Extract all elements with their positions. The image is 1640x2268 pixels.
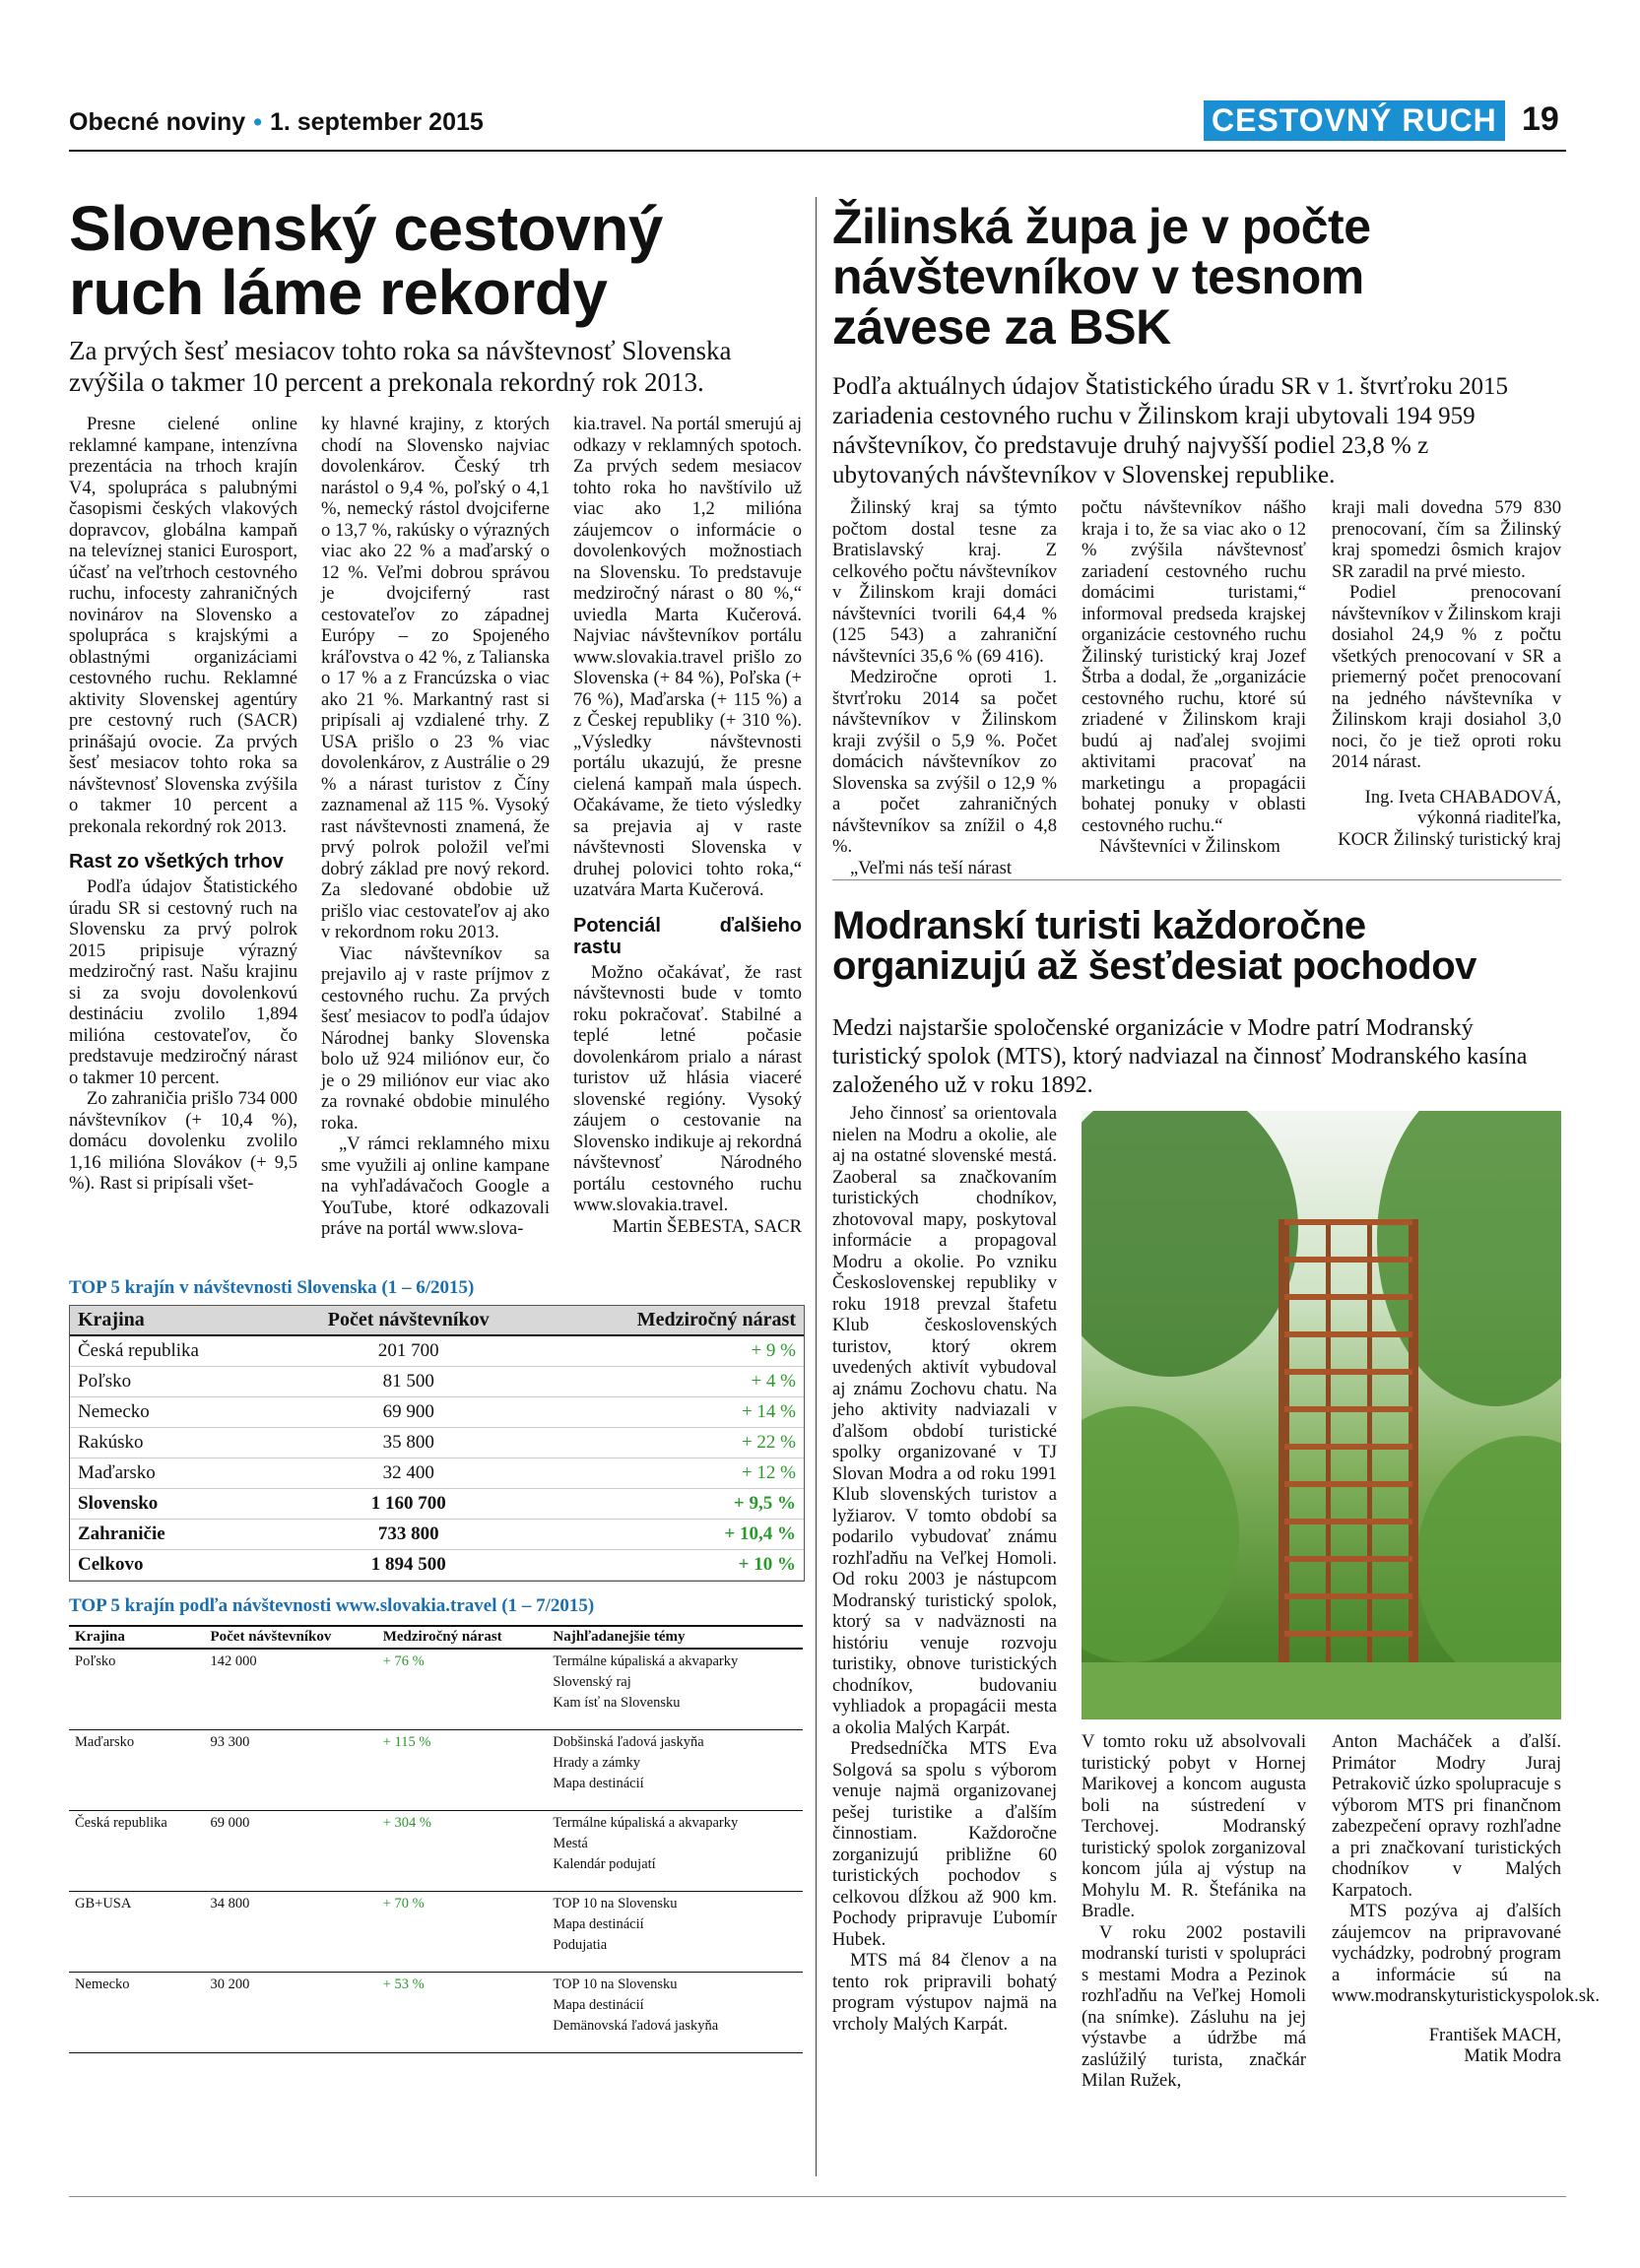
paragraph: Žilinský kraj sa týmto počtom dostal tesne za Bratislavský kraj. Z celkového počtu návštevníkov v Žilinskom kraji domáci návštevníci tvorili 64,4 % (125 543) a zahraniční návštevníci 35,6 % (69 416). — [832, 497, 1057, 667]
topic-item: Termálne kúpaliská a akvaparky — [553, 1653, 739, 1669]
article3-column-3 — [1332, 1731, 1601, 2067]
author-organization: Matik Modra — [1464, 2045, 1561, 2066]
table-cell: 69 900 — [276, 1397, 542, 1428]
paragraph: Podiel prenocovaní návštevníkov v Žilinskom kraji dosiahol 24,9 % z počtu všetkých prenocovaní v SR a priemerný počet prenocovaní na jedného návštevníka v Žilinskom kraji dosiahol 3,0 noci, čo je tiež oproti roku 2014 nárast. — [1332, 582, 1561, 772]
table-cell: Zahraničie — [70, 1520, 276, 1550]
article1-column-2 — [321, 414, 550, 1240]
paragraph: Viac návštevníkov sa prejavilo aj v raste príjmov z cestovného ruchu. Za prvých šesť mesiacov to podľa údajov Národnej banky Slovenska bolo už 924 miliónov eur, čo je o 29 miliónov eur viac ako za rovnaké obdobie minulého roka. — [321, 942, 550, 1134]
article1-lead: Za prvých šesť mesiacov tohto roka sa návštevnosť Slovenska zvýšila o takmer 10 percent a prekonala rekordný rok 2013. — [69, 336, 732, 398]
paragraph: ky hlavné krajiny, z ktorých chodí na Slovensko najviac dovolenkárov. Český trh narástol o 9,4 %, poľský o 4,1 %, nemecký rástol dvojciferne o 13,7 %, rakúsky o výrazných viac ako 22 % a maďarský o 12 %. Veľmi dobrou správou je dvojciferný rast cestovateľov zo západnej Európy – zo Spojeného kráľovstva o 42 %, z Talianska o 17 % a z Francúzska o viac ako 21 %. Markantný rast si pripísali aj vzdialené trhy. Z USA prišlo o 23 % viac dovolenkárov, z Austrálie o 29 % a nárast turistov z Číny zaznamenal až 115 %. Vysoký rast návštevnosti znamená, že prvý polrok položil veľmi dobrý základ pre nový rekord. Za sledované obdobie už prišlo viac cestovateľov aj ako v rekordnom roku 2013. — [321, 414, 550, 942]
topic-item: Hrady a zámky — [553, 1755, 640, 1771]
table-cell: + 115 % — [377, 1730, 548, 1811]
table-cell: Nemecko — [69, 1973, 204, 2053]
table-cell: + 9,5 % — [542, 1489, 804, 1520]
article1-column-1 — [69, 414, 297, 1195]
header-rule — [69, 150, 1566, 152]
paragraph: počtu návštevníkov nášho kraja i to, že sa viac ako o 12 % zvýšila návštevnosť zariadení cestovného ruchu domácimi turistami,“ informoval predseda krajskej organizácie cestovného ruchu Žilinský turistický kraj Jozef Štrba a dodal, že „organizácie cestovného ruchu, ktoré sú zriadené v Žilinskom kraji budú aj naďalej svojimi aktivitami pracovať na marketingu a propagácii bohatej ponuky v oblasti cestovného ruchu.“ — [1082, 497, 1306, 836]
table2-title: TOP 5 krajín podľa návštevnosti www.slovakia.travel (1 – 7/2015) — [69, 1595, 595, 1616]
section-badge: CESTOVNÝ RUCH — [1204, 100, 1505, 141]
paragraph: kraji mali dovedna 579 830 prenocovaní, čím sa Žilinský kraj spomedzi ôsmich krajov SR zaradil na prvé miesto. — [1332, 497, 1561, 582]
wooden-tower — [1279, 1219, 1418, 1682]
table-cell: 30 200 — [204, 1973, 376, 2053]
subheading: Potenciál ďalšieho rastu — [573, 914, 802, 958]
headline-line: Modranskí turisti každoročne — [832, 904, 1366, 947]
paragraph: Anton Macháček a ďalší. Primátor Modry Juraj Petrakovič úzko spolupracuje s výborom MTS pri finančnom zabezpečení opravy rozhľadne a pri značkovaní turistických chodníkov v Malých Karpatoch. — [1332, 1731, 1561, 1901]
table-cell: Maďarsko — [70, 1458, 276, 1489]
table-row — [69, 1811, 803, 1892]
topic-item: Mapa destinácií — [553, 1776, 644, 1791]
table-cell: + 12 % — [542, 1458, 804, 1489]
table-row — [70, 1520, 804, 1550]
paragraph: Podľa údajov Štatistického úradu SR si cestovný ruch na Slovensku za prvý polrok 2015 pripisuje výrazný medziročný rast. Našu krajinu si za svoju dovolenkovú destináciu zvolilo 1,894 milióna cestovateľov, čo predstavuje medziročný nárast o takmer 10 percent. — [69, 876, 297, 1088]
masthead — [69, 108, 484, 137]
table-cell-topics — [547, 1649, 803, 1730]
article2-column-3 — [1332, 497, 1561, 850]
table-row — [69, 1892, 803, 1973]
paragraph: MTS pozýva aj ďalších záujemcov na pripravované vychádzky, podrobný program a informácie sú na www.modranskyturistickyspolok.sk. — [1332, 1901, 1601, 2006]
paragraph: Návštevníci v Žilinskom — [1099, 836, 1280, 857]
table-cell: Maďarsko — [69, 1730, 204, 1811]
table-row — [70, 1367, 804, 1397]
headline-line: závese za BSK — [832, 299, 1171, 355]
table-header: Počet návštevníkov — [276, 1306, 542, 1335]
topic-item: Demänovská ľadová jaskyňa — [553, 2018, 719, 2034]
article2-column-2 — [1082, 497, 1306, 858]
table-cell: Česká republika — [69, 1811, 204, 1892]
article2-column-1 — [832, 497, 1057, 878]
article3-column-1 — [832, 1103, 1057, 2035]
table-cell: + 22 % — [542, 1428, 804, 1458]
table-cell: 35 800 — [276, 1428, 542, 1458]
table-cell: + 14 % — [542, 1397, 804, 1428]
footer-rule — [69, 2196, 1566, 2197]
paper-name: Obecné noviny — [69, 108, 246, 136]
table-cell: 142 000 — [204, 1649, 376, 1730]
article1-column-3 — [573, 414, 802, 1237]
table-row — [70, 1428, 804, 1458]
table-cell: Poľsko — [69, 1649, 204, 1730]
table-cell-topics — [547, 1730, 803, 1811]
table-cell: Česká republika — [70, 1335, 276, 1367]
table1 — [69, 1305, 805, 1582]
topic-item: Dobšinská ľadová jaskyňa — [553, 1734, 704, 1750]
paragraph: Možno očakávať, že rast návštevnosti bude v tomto roku pokračovať. Stabilné a teplé letné počasie dovolenkárom prialo a nárast turistov už hlásia viaceré slovenské regióny. Vysoký záujem o cestovanie na Slovensko indikuje aj rekordná návštevnosť Národného portálu cestovného ruchu www.slovakia.travel. — [573, 961, 802, 1215]
table-cell: 81 500 — [276, 1367, 542, 1397]
table-cell: + 53 % — [377, 1973, 548, 2053]
table-cell: Rakúsko — [70, 1428, 276, 1458]
table-cell: 93 300 — [204, 1730, 376, 1811]
table1-title: TOP 5 krajín v návštevnosti Slovenska (1 – 6/2015) — [69, 1277, 475, 1298]
author-signature: Martin ŠEBESTA, SACR — [612, 1215, 802, 1237]
article-divider — [832, 879, 1561, 880]
table-cell-topics — [547, 1811, 803, 1892]
paragraph: „Veľmi nás teší nárast — [850, 857, 1013, 878]
grass — [1082, 1662, 1561, 1719]
table-cell: 1 160 700 — [276, 1489, 542, 1520]
table-cell: 733 800 — [276, 1520, 542, 1550]
table-cell: + 10,4 % — [542, 1520, 804, 1550]
topic-item: Mapa destinácií — [553, 1916, 644, 1932]
paragraph: V tomto roku už absolvovali turistický pobyt v Hornej Marikovej a koncom augusta boli na sústredení v Terchovej. Modranský turistický spolok zorganizoval koncom júla aj výstup na Mohylu M. R. Štefánika na Bradle. — [1082, 1731, 1306, 1921]
tree-foliage — [1082, 1406, 1239, 1662]
table-cell: 201 700 — [276, 1335, 542, 1367]
topic-item: Mapa destinácií — [553, 1997, 644, 2013]
table-cell: + 10 % — [542, 1550, 804, 1581]
table-cell: Slovensko — [70, 1489, 276, 1520]
topic-item: Kalendár podujatí — [553, 1856, 656, 1872]
table-cell: Poľsko — [70, 1367, 276, 1397]
table-header: Medziročný nárast — [542, 1306, 804, 1335]
table-cell: Nemecko — [70, 1397, 276, 1428]
paragraph: „V rámci reklamného mixu sme využili aj online kampane na vyhľadávačoch Google a YouTube, ktoré odkazovali práve na portál www.slova- — [321, 1134, 550, 1239]
article2-lead: Podľa aktuálnych údajov Štatistického úradu SR v 1. štvrťroku 2015 zariadenia cestovného ruchu v Žilinskom kraji ubytovali 194 959 návštevníkov, čo predstavuje druhý najvyšší podiel 23,8 % z ubytovaných návštevníkov v Slovenskej republike. — [832, 373, 1509, 488]
table-cell: 34 800 — [204, 1892, 376, 1973]
table-cell: + 4 % — [542, 1367, 804, 1397]
headline-line: organizujú až šesťdesiat pochodov — [832, 943, 1476, 988]
topic-item: Termálne kúpaliská a akvaparky — [553, 1815, 739, 1831]
table-row — [69, 1730, 803, 1811]
article3-column-2 — [1082, 1731, 1306, 2092]
table-header: Medziročný nárast — [377, 1626, 548, 1649]
table-row — [70, 1335, 804, 1367]
lookout-tower-photo — [1082, 1111, 1561, 1719]
table-cell: + 70 % — [377, 1892, 548, 1973]
headline-line: ruch láme rekordy — [69, 257, 608, 329]
table-cell: + 304 % — [377, 1811, 548, 1892]
paragraph: MTS má 84 členov a na tento rok pripravili bohatý program výstupov najmä na vrcholy Malých Karpát. — [832, 1950, 1057, 2035]
table2 — [69, 1625, 803, 2053]
paragraph: kia.travel. Na portál smerujú aj odkazy v reklamných spotoch. Za prvých sedem mesiacov tohto roka ho navštívilo už viac ako 1,2 milióna záujemcov o informácie o dovolenkových možnostiach na Slovensku. To predstavuje medziročný nárast o 80 %,“ uviedla Marta Kučerová. Najviac návštevníkov portálu www.slovakia.travel prišlo zo Slovenska (+ 84 %), Poľska (+ 76 %), Maďarska (+ 115 %) a z Českej republiky (+ 310 %). „Výsledky návštevnosti portálu ukazujú, že presne cielená kampaň mala úspech. Očakávame, že tieto výsledky sa prejavia aj v raste návštevnosti Slovenska v druhej polovici tohto roka,“ uzatvára Marta Kučerová. — [573, 414, 802, 900]
table-row — [70, 1458, 804, 1489]
issue-date: 1. september 2015 — [269, 108, 484, 136]
table-row — [70, 1489, 804, 1520]
table-header: Najhľadanejšie témy — [547, 1626, 803, 1649]
page-number: 19 — [1522, 100, 1559, 138]
table-row — [70, 1550, 804, 1581]
table-cell: Celkovo — [70, 1550, 276, 1581]
table-cell: 32 400 — [276, 1458, 542, 1489]
article2-headline — [832, 199, 1371, 355]
article3-headline — [832, 906, 1476, 987]
separator-dot: • — [253, 108, 262, 136]
author-signature: Ing. Iveta CHABADOVÁ, — [1364, 786, 1561, 808]
paragraph: Jeho činnosť sa orientovala nielen na Modru a okolie, ale aj na ostatné slovenské mestá. Zaoberal sa značkovaním turistických chodníkov, zhotovoval mapy, poskytoval informácie a propagoval Modru a okolie. Po vzniku Československej republiky v roku 1918 prevzal štafetu Klub československých turistov, ktorý okrem uvedených aktivít vybudoval aj známu Zochovu chatu. Na jeho aktivity nadviazali v ďalšom období turistické spolky organizované v TJ Slovan Modra a od roku 1991 Klub slovenských turistov a lyžiarov. V tomto období sa podarilo vybudovať známu rozhľadňu na Veľkej Homoli. Od roku 2003 je nástupcom Modranský turistický spolok, ktorý sa v nadväznosti na históriu venuje rozvoju turistiky, obnove turistických chodníkov, budovaniu vyhliadok a propagácii mesta a okolia Malých Karpát. — [832, 1103, 1057, 1738]
author-organization: KOCR Žilinský turistický kraj — [1338, 828, 1561, 850]
headline-line: Žilinská župa je v počte — [832, 199, 1371, 254]
article3-lead: Medzi najstaršie spoločenské organizácie v Modre patrí Modranský turistický spolok (MTS), ktorý nadviazal na činnosť Modranského kasína založeného už v roku 1892. — [832, 1015, 1528, 1098]
headline-line: Slovenský cestovný — [69, 193, 663, 264]
column-divider — [816, 197, 817, 2176]
table-header: Krajina — [70, 1306, 276, 1335]
headline-line: návštevníkov v tesnom — [832, 249, 1364, 304]
table-header: Krajina — [69, 1626, 204, 1649]
subheading: Rast zo všetkých trhov — [69, 851, 284, 873]
table-cell: + 9 % — [542, 1335, 804, 1367]
topic-item: Mestá — [553, 1836, 588, 1851]
table-row — [70, 1397, 804, 1428]
table-cell: + 76 % — [377, 1649, 548, 1730]
table-cell: 1 894 500 — [276, 1550, 542, 1581]
topic-item: Kam ísť na Slovensku — [553, 1695, 681, 1711]
article1-headline — [69, 193, 663, 329]
author-signature: František MACH, — [1428, 2024, 1561, 2045]
table-cell: GB+USA — [69, 1892, 204, 1973]
paragraph: V roku 2002 postavili modranskí turisti v spolupráci s mestami Modra a Pezinok rozhľadňu na Veľkej Homoli (na snímke). Zásluhu na jej výstavbe a údržbe má zaslúžilý turista, značkár Milan Ružek, — [1082, 1921, 1306, 2091]
tree-foliage — [1416, 1436, 1561, 1692]
table-cell-topics — [547, 1973, 803, 2053]
table-row — [69, 1649, 803, 1730]
table-row — [69, 1973, 803, 2053]
paragraph: Zo zahraničia prišlo 734 000 návštevníkov (+ 10,4 %), domácu dovolenku zvolilo 1,16 milióna Slovákov (+ 9,5 %). Rast si pripísali všet- — [69, 1088, 297, 1194]
topic-item: TOP 10 na Slovensku — [553, 1976, 678, 1992]
paragraph: Presne cielené online reklamné kampane, intenzívna prezentácia na trhoch krajín V4, spolupráca s palubnými časopismi českých vlakových dopravcov, globálna kampaň na televíznej stanici Eurosport, účasť na veľtrhoch cestovného ruchu, infocesty zahraničných novinárov na Slovensko a spolupráca s krajskými a oblastnými organizáciami cestovného ruchu. Reklamné aktivity Slovenskej agentúry pre cestovný ruch (SACR) prinášajú ovocie. Za prvých šesť mesiacov tohto roka sa návštevnosť Slovenska zvýšila o takmer 10 percent a prekonala rekordný rok 2013. — [69, 414, 297, 837]
table-cell-topics — [547, 1892, 803, 1973]
topic-item: TOP 10 na Slovensku — [553, 1896, 678, 1912]
table-header: Počet návštevníkov — [204, 1626, 376, 1649]
topic-item: Podujatia — [553, 1937, 608, 1953]
tree-foliage — [1082, 1111, 1298, 1377]
paragraph: Medziročne oproti 1. štvrťroku 2014 sa počet návštevníkov v Žilinskom kraji zvýšil o 5,9 %. Počet domácich návštevníkov zo Slovenska sa zvýšil o 12,9 % a počet zahraničných návštevníkov sa znížil o 4,8 %. — [832, 667, 1057, 857]
topic-item: Slovenský raj — [553, 1674, 631, 1690]
author-title: výkonná riaditeľka, — [1417, 808, 1561, 828]
paragraph: Predsedníčka MTS Eva Solgová sa spolu s výborom venuje najmä organizovanej pešej turistike a ďalším činnostiam. Každoročne zorganizujú približne 60 turistických pochodov s celkovou dĺžkou až 900 km. Pochody pripravuje Ľubomír Hubek. — [832, 1738, 1057, 1950]
table-cell: 69 000 — [204, 1811, 376, 1892]
